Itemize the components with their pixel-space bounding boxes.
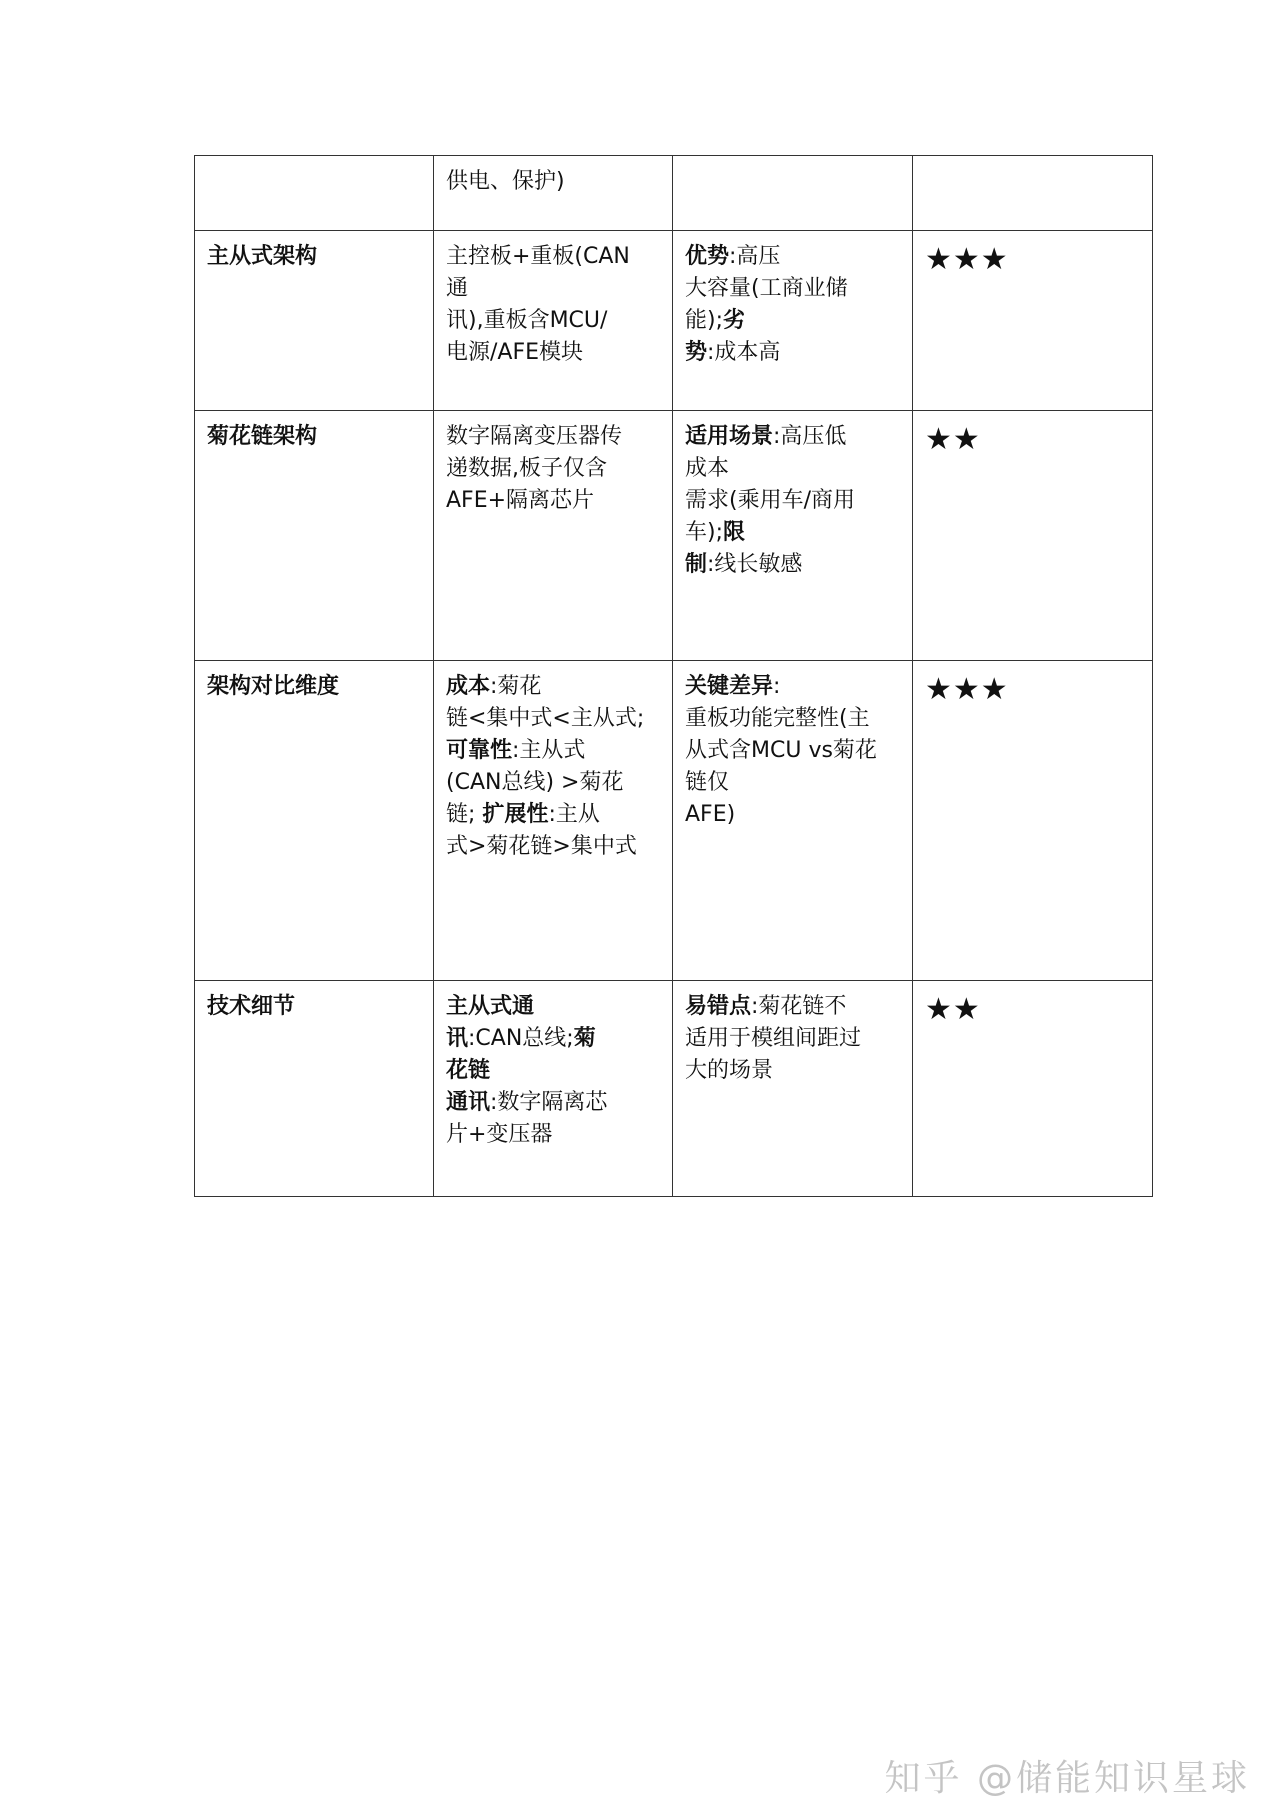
notes-cell <box>673 156 913 231</box>
notes-cell: 关键差异: 重板功能完整性(主 从式含MCU vs菊花 链仅 AFE) <box>673 661 913 981</box>
notes-cell: 优势:高压 大容量(工商业储 能);劣 势:成本高 <box>673 231 913 411</box>
row-label: 主从式架构 <box>195 231 434 411</box>
row-label <box>195 156 434 231</box>
row-label: 菊花链架构 <box>195 411 434 661</box>
star-rating: ★★ <box>925 992 981 1027</box>
star-rating: ★★ <box>925 422 981 457</box>
implementation-cell: 供电、保护) <box>434 156 673 231</box>
rating-cell <box>913 661 1153 981</box>
notes-cell: 易错点:菊花链不 适用于模组间距过 大的场景 <box>673 981 913 1197</box>
watermark: 知乎 @储能知识星球 <box>884 1758 1250 1799</box>
implementation-cell: 主从式通 讯:CAN总线;菊 花链 通讯:数字隔离芯 片+变压器 <box>434 981 673 1197</box>
rating-cell <box>913 231 1153 411</box>
table-row <box>195 231 1153 411</box>
table-row <box>195 661 1153 981</box>
rating-cell <box>913 156 1153 231</box>
implementation-cell: 成本:菊花 链<集中式<主从式; 可靠性:主从式 (CAN总线) >菊花 链; 扩展性:主从 式>菊花链>集中式 <box>434 661 673 981</box>
rating-cell <box>913 981 1153 1197</box>
comparison-table <box>194 155 1153 1197</box>
implementation-cell: 数字隔离变压器传 递数据,板子仅含 AFE+隔离芯片 <box>434 411 673 661</box>
star-rating: ★★★ <box>925 672 1009 707</box>
table-row <box>195 156 1153 231</box>
table-row <box>195 981 1153 1197</box>
implementation-cell: 主控板+重板(CAN 通 讯),重板含MCU/ 电源/AFE模块 <box>434 231 673 411</box>
row-label: 技术细节 <box>195 981 434 1197</box>
star-rating: ★★★ <box>925 242 1009 277</box>
table-row <box>195 411 1153 661</box>
rating-cell <box>913 411 1153 661</box>
notes-cell: 适用场景:高压低 成本 需求(乘用车/商用 车);限 制:线长敏感 <box>673 411 913 661</box>
row-label: 架构对比维度 <box>195 661 434 981</box>
